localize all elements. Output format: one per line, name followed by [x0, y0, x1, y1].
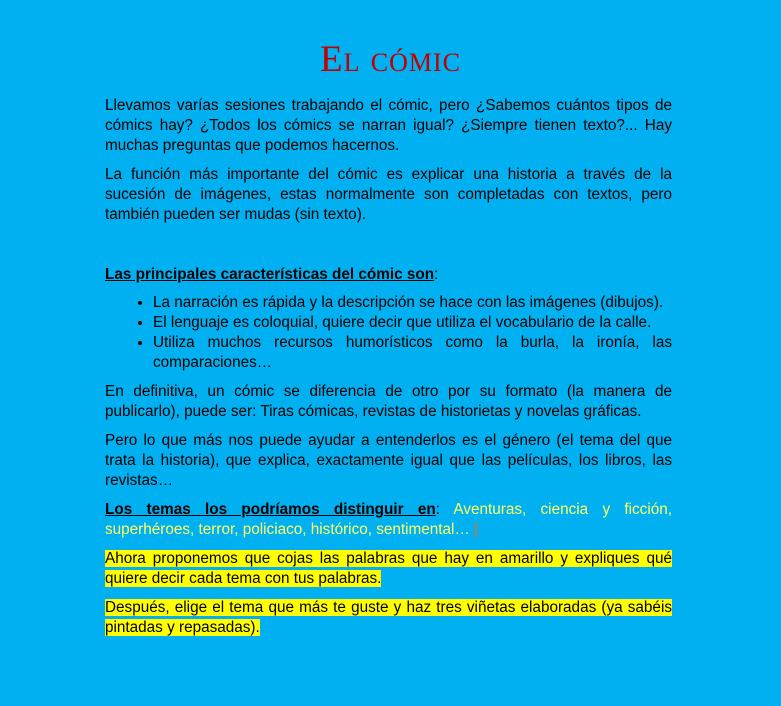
themes-colon: :: [435, 501, 440, 518]
text-cursor: |: [469, 521, 478, 538]
list-item: • Utiliza muchos recursos humorísticos como la burla, la ironía, las comparaciones…: [153, 333, 672, 373]
themes-label: Los temas los podríamos distinguir en: [105, 501, 436, 518]
task-2-paragraph: [105, 598, 672, 638]
intro-paragraph: Llevamos varías sesiones trabajando el cómic, pero ¿Sabemos cuántos tipos de cómics hay? ¿Todos los cómics se narran igual? ¿Siempre tienen texto?... Hay muchas preguntas que podemos hacernos.: [105, 97, 672, 154]
characteristics-colon: :: [434, 266, 439, 283]
list-item: • La narración es rápida y la descripción se hace con las imágenes (dibujos).: [153, 293, 672, 313]
task-2-highlighted: Después, elige el tema que más te guste y haz tres viñetas elaboradas (ya sabéis pintadas y repasadas).: [105, 599, 672, 636]
list-item: • El lenguaje es coloquial, quiere decir que utiliza el vocabulario de la calle.: [153, 313, 672, 333]
task-1-paragraph: [105, 549, 672, 589]
characteristics-heading-text: Las principales características del cómic son: [105, 266, 435, 283]
characteristics-list: [105, 293, 672, 373]
document-body: [105, 96, 672, 647]
themes-paragraph: [105, 500, 672, 540]
task-1-highlighted: Ahora proponemos que cojas las palabras que hay en amarillo y expliques qué quiere decir cada tema con tus palabras.: [105, 550, 672, 587]
characteristics-heading: [105, 265, 672, 285]
format-paragraph: En definitiva, un cómic se diferencia de otro por su formato (la manera de publicarlo), puede ser: Tiras cómicas, revistas de historietas y novelas gráficas.: [105, 383, 672, 420]
genre-paragraph: Pero lo que más nos puede ayudar a entenderlos es el género (el tema del que trata la historia), que explica, exactamente igual que las películas, los libros, las revistas…: [105, 432, 672, 489]
function-paragraph: La función más importante del cómic es explicar una historia a través de la sucesión de imágenes, estas normalmente son completadas con textos, pero también pueden ser mudas (sin texto).: [105, 166, 672, 223]
themes-list: Aventuras, ciencia y ficción, superhéroes, terror, policiaco, histórico, sentimental…: [105, 501, 672, 538]
page-title: El cómic: [320, 39, 461, 80]
